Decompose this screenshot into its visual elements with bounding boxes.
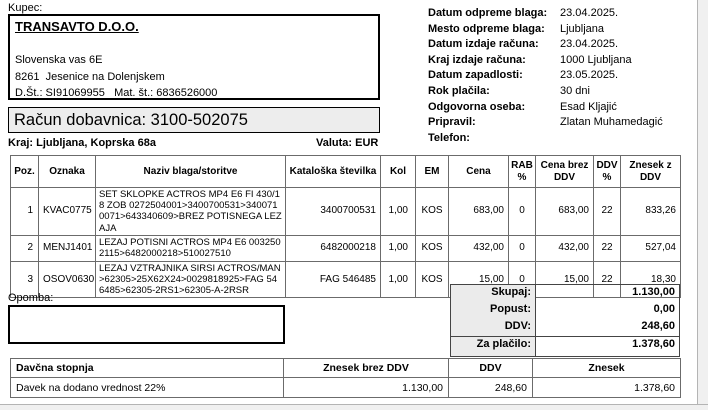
totals-row	[451, 302, 679, 319]
totals-final-row	[451, 337, 679, 356]
totals-final-box	[450, 336, 680, 357]
meta-value: Zlatan Muhamedagić	[560, 116, 663, 129]
item-cena: 432,00	[449, 235, 509, 261]
totals-value: 1.130,00	[632, 286, 675, 298]
meta-value: 23.05.2025.	[560, 69, 619, 82]
meta-label: Datum izdaje računa:	[428, 38, 539, 51]
item-cena-brez-ddv: 683,00	[536, 188, 594, 236]
tax-vat-value: 248,60	[449, 378, 533, 398]
buyer-name: TRANSAVTO D.O.O.	[15, 19, 139, 34]
col-header-rab: RAB %	[509, 156, 536, 188]
item-znesek-z-ddv: 527,04	[621, 235, 681, 261]
buyer-tax-ids: D.Št.: SI91069955 Mat. št.: 6836526000	[15, 87, 218, 99]
item-ddv-pct: 22	[594, 188, 621, 236]
items-table	[10, 155, 681, 298]
item-row	[11, 235, 681, 261]
tax-base-value: 1.130,00	[284, 378, 449, 398]
item-rab: 0	[509, 261, 536, 298]
item-cena: 683,00	[449, 188, 509, 236]
items-header-row	[11, 156, 681, 188]
page-bottom-edge	[0, 404, 708, 410]
meta-row	[428, 132, 663, 148]
invoice-title-box	[8, 107, 380, 133]
meta-row	[428, 38, 663, 54]
tax-col-total: Znesek	[533, 359, 681, 378]
tax-header-row	[11, 359, 681, 378]
total-due-value: 1.378,60	[632, 338, 675, 350]
meta-label: Rok plačila:	[428, 84, 490, 97]
item-kol: 1,00	[381, 188, 416, 236]
col-header-oznaka: Oznaka	[39, 156, 96, 188]
meta-row	[428, 69, 663, 85]
item-oznaka: MENJ1401	[39, 235, 96, 261]
item-znesek-z-ddv: 18,30	[621, 261, 681, 298]
meta-label: Kraj izdaje računa:	[428, 53, 526, 66]
buyer-section-label: Kupec:	[8, 2, 43, 14]
meta-label: Datum zapadlosti:	[428, 69, 523, 82]
totals-value: 0,00	[653, 303, 675, 315]
tax-summary-table	[10, 358, 681, 398]
col-header-kataloska: Kataloška številka	[286, 156, 381, 188]
col-header-kol: Kol	[381, 156, 416, 188]
invoice-title: Račun dobavnica: 3100-502075	[14, 111, 248, 129]
item-poz: 3	[11, 261, 39, 298]
item-em: KOS	[416, 235, 449, 261]
meta-value: 30 dni	[560, 84, 590, 97]
item-naziv: LEZAJ VZTRAJNIKA SIRSI ACTROS/MAN>62305>25X62X24>0029818925>FAG 546485>62305-2RS1>62305-A-2RSR	[96, 261, 286, 298]
meta-label: Telefon:	[428, 131, 470, 144]
item-rab: 0	[509, 188, 536, 236]
item-naziv: SET SKLOPKE ACTROS MP4 E6 FI 430/18 ZOB 0272504001>3400700531>3400710071>643340609>BREZ POTISNEGA LEZAJA	[96, 188, 286, 236]
col-header-naziv: Naziv blaga/storitve	[96, 156, 286, 188]
totals-value: 248,60	[641, 320, 675, 332]
item-kataloska: FAG 546485	[286, 261, 381, 298]
tax-col-vat: DDV	[449, 359, 533, 378]
item-poz: 2	[11, 235, 39, 261]
item-em: KOS	[416, 188, 449, 236]
invoice-meta-list	[428, 7, 663, 147]
totals-label: Popust:	[451, 302, 536, 319]
item-em: KOS	[416, 261, 449, 298]
item-rab: 0	[509, 235, 536, 261]
tax-col-rate: Davčna stopnja	[11, 359, 284, 378]
col-header-em: EM	[416, 156, 449, 188]
col-header-cena: Cena	[449, 156, 509, 188]
meta-value: Esad Kljajić	[560, 100, 617, 113]
item-kataloska: 6482000218	[286, 235, 381, 261]
item-oznaka: OSOV0630	[39, 261, 96, 298]
currency-line: Valuta: EUR	[316, 137, 379, 149]
col-header-cena-brez-ddv: Cena brez DDV	[536, 156, 594, 188]
item-poz: 1	[11, 188, 39, 236]
tax-total-value: 1.378,60	[533, 378, 681, 398]
item-cena-brez-ddv: 432,00	[536, 235, 594, 261]
item-znesek-z-ddv: 833,26	[621, 188, 681, 236]
meta-label: Pripravil:	[428, 116, 476, 129]
note-box	[8, 305, 285, 344]
totals-label: Skupaj:	[451, 285, 536, 302]
totals-section	[450, 284, 680, 357]
totals-subtotal-box	[450, 284, 680, 337]
item-ddv-pct: 22	[594, 261, 621, 298]
tax-rate-name: Davek na dodano vrednost 22%	[11, 378, 284, 398]
issue-location-line: Kraj: Ljubljana, Koprska 68a	[8, 137, 156, 149]
totals-label: DDV:	[451, 319, 536, 336]
meta-row	[428, 85, 663, 101]
item-kataloska: 3400700531	[286, 188, 381, 236]
buyer-street: Slovenska vas 6E	[15, 54, 103, 66]
item-ddv-pct: 22	[594, 235, 621, 261]
buyer-address-box	[8, 14, 380, 100]
page-right-edge	[697, 0, 708, 410]
total-due-label: Za plačilo:	[451, 337, 536, 356]
meta-value: 1000 Ljubljana	[560, 53, 632, 66]
item-naziv: LEZAJ POTISNI ACTROS MP4 E6 0032502115>6482000218>510027510	[96, 235, 286, 261]
meta-row	[428, 101, 663, 117]
item-row	[11, 188, 681, 236]
col-header-poz: Poz.	[11, 156, 39, 188]
item-kol: 1,00	[381, 261, 416, 298]
meta-row	[428, 23, 663, 39]
tax-data-row	[11, 378, 681, 398]
meta-label: Datum odpreme blaga:	[428, 7, 548, 19]
item-oznaka: KVAC0775	[39, 188, 96, 236]
meta-value: 23.04.2025.	[560, 7, 619, 19]
note-label: Opomba:	[8, 292, 54, 304]
col-header-znesek-z-ddv: Znesek z DDV	[621, 156, 681, 188]
meta-row	[428, 116, 663, 132]
col-header-ddv: DDV %	[594, 156, 621, 188]
tax-col-base: Znesek brez DDV	[284, 359, 449, 378]
item-cena: 15,00	[449, 261, 509, 298]
item-kol: 1,00	[381, 235, 416, 261]
meta-label: Odgovorna oseba:	[428, 100, 526, 113]
meta-label: Mesto odpreme blaga:	[428, 22, 545, 35]
buyer-city: 8261 Jesenice na Dolenjskem	[15, 71, 165, 83]
totals-row	[451, 285, 679, 302]
meta-row	[428, 7, 663, 23]
totals-row	[451, 319, 679, 336]
meta-value: Ljubljana	[560, 22, 605, 35]
meta-row	[428, 54, 663, 70]
item-cena-brez-ddv: 15,00	[536, 261, 594, 298]
meta-value: 23.04.2025.	[560, 38, 619, 51]
